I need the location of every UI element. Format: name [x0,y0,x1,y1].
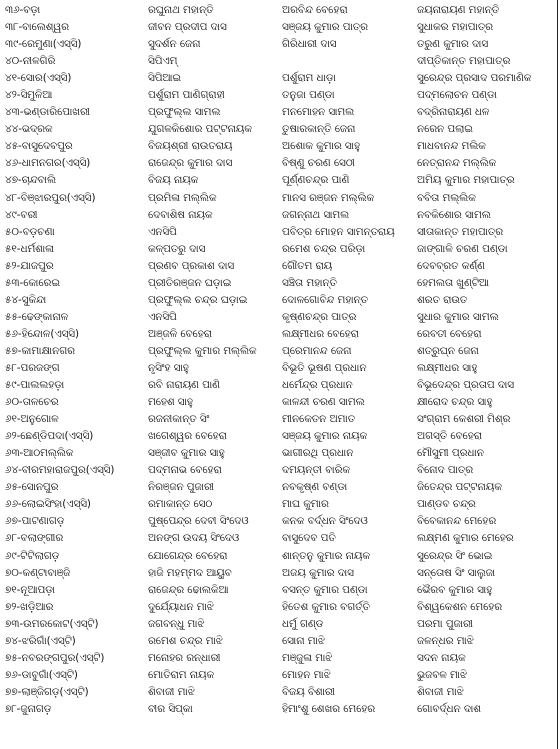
candidate-party-1-cell: ଜୀବନ ପ୍ରଦୀପ ଦାସ [148,21,227,34]
candidate-table [3,2,551,718]
candidate-party-1-cell: ବିଜୟଶ୍ରୀ ରାଉତରାୟ [148,140,233,153]
candidate-party-3-cell: ବଦ୍ରିନାରାୟଣ ଧଳ [417,106,490,119]
table-row [3,445,551,462]
candidate-party-3-cell: ଜୟନାରାୟଣ ମହାନ୍ତି [417,4,500,16]
table-row [3,616,551,633]
table-row [3,548,551,565]
candidate-party-3-cell: ଜାଙ୍ଗାଳି ଚରଣ ପଣ୍ଡା [417,242,508,255]
candidate-party-2-cell: ଅଶୋକ କୁମାର ସାହୁ [282,140,360,153]
constituency-cell: ୪୧-ସୋର(ଏସ୍‌ସି) [5,72,72,85]
constituency-cell: ୭୩-ଉମରକୋଟ(ଏସ୍‌ଟି) [5,617,99,630]
candidate-party-3-cell: ନେତ୍ରାନନ୍ଦ ମଲ୍ଲିକ [417,157,497,170]
table-row [3,479,551,496]
candidate-party-2-cell: ବିଭୂତି ଭୂଷଣ ପ୍ରଧାନ [282,361,367,374]
candidate-party-1-cell: ଏନସିପି [148,225,177,238]
candidate-party-1-cell: ରଘୁନାଥ ମହାନ୍ତି [148,4,214,16]
candidate-party-2-cell: ଅଜୟ କୁମାର ଦାସ [282,566,354,579]
candidate-party-1-cell: ପ୍ରଫୁଲ୍ଲ କୁମାର ମଲ୍ଲିକ [148,344,257,357]
candidate-party-2-cell: ଧର୍ମେନ୍ଦ୍ର ପ୍ରଧାନ [282,379,353,392]
candidate-party-1-cell: ରଜନୀକାନ୍ତ ସିଂ [148,413,210,426]
candidate-party-2-cell: ମୀନକେତନ ଅମାତ [282,413,356,426]
table-row [3,394,551,411]
table-row [3,667,551,684]
candidate-party-1-cell: ସୁଦର୍ଶନ ଜେନା [148,38,201,51]
candidate-party-3-cell: ସୁରେନ୍ଦ୍ର ସିଂ ଭୋଇ [417,549,493,562]
constituency-cell: ୫୬-ହିନ୍ଦୋଳ(ଏସ୍‌ସି) [5,327,80,340]
table-row [3,462,551,479]
candidate-party-3-cell: ଗୋବର୍ଦ୍ଧନ ଦାଶ [417,702,481,715]
constituency-cell: ୪୬-ଧାମନଗର(ଏସ୍‌ସି) [5,157,91,170]
constituency-cell: ୪୦-ନୀଳଗିରି [5,55,56,68]
constituency-cell: ୭୫-ନବରଙ୍ଗପୁର(ଏସ୍‌ଟି) [5,651,105,664]
candidate-party-1-cell: ହାଜି ମହମ୍ମଦ ଆୟୁବ [148,566,232,579]
candidate-party-1-cell: ଦୁର୍ଯ୍ୟୋଧନ ମାଝି [148,600,214,613]
candidate-party-1-cell: ପଦ୍ମନାଭ ବେହେରା [148,464,222,477]
candidate-party-3-cell: ସନ୍ତୋଷ ସିଂ ସାଲୁଜା [417,566,496,579]
table-row [3,360,551,377]
table-row [3,2,551,19]
candidate-party-3-cell: ନବକିଶୋର ସାମଲ [417,208,491,221]
candidate-table-body [3,2,551,718]
constituency-cell: ୪୪-ଭଦ୍ରକ [5,123,53,136]
candidate-party-3-cell: ପଦ୍ମଲୋଚନ ପଣ୍ଡା [417,89,497,102]
candidate-party-2-cell: ପୂର୍ଣ୍ଣଚନ୍ଦ୍ର ପାଣି [282,174,350,187]
candidate-party-2-cell: ବାସୁଦେବ ପତି [282,532,336,545]
constituency-cell: ୬୩-ଆଠମଲ୍ଲିକ [5,447,74,460]
candidate-party-2-cell: ଶାନ୍ତନୁ କୁମାର ନାୟକ [282,549,370,562]
constituency-cell: ୫୮-ପରଜଙ୍ଗ [5,361,60,374]
candidate-party-1-cell: ସଞ୍ଜୀବ କୁମାର ସାହୁ [148,447,225,460]
candidate-party-3-cell: ହେମଲତା ଖୁଣ୍ଟିଆ [417,276,489,289]
candidate-party-2-cell: କାଳନ୍ଦୀ ଚରଣ ସାମଲ [282,396,365,409]
candidate-party-1-cell: ଯୋଗେନ୍ଦ୍ର ବେହେରା [148,549,228,562]
candidate-party-2-cell: ସୋନା ମାଝି [282,634,325,647]
candidate-party-2-cell: କନକ ବର୍ଦ୍ଧନ ସିଂଦେଓ [282,515,368,528]
candidate-party-1-cell: ରମାକାନ୍ତ ସେଠ [148,498,213,511]
constituency-cell: ୫୧-ଧର୍ମଶାଳା [5,242,54,255]
table-row [3,582,551,599]
candidate-party-2-cell: ପ୍ରେମାନନ୍ଦ ଜେନା [282,344,352,357]
candidate-party-1-cell: ମନୋହର ରନ୍ଧାରୀ [148,651,221,664]
table-row [3,565,551,582]
candidate-party-1-cell: କଳ୍ପତରୁ ଦାସ [148,242,206,255]
constituency-cell: ୬୪-ବୀରମହାରାଜପୁର(ଏସ୍‌ସି) [5,464,115,477]
candidate-party-2-cell: ମନମୋହନ ସାମଲ [282,106,355,119]
constituency-cell: ୭୮-ଜୁନାଗଡ଼ [5,702,52,715]
candidate-party-3-cell: ସୁଧାକର ମହାପାତ୍ର [417,21,493,34]
candidate-party-1-cell: ପ୍ରଣବ ପ୍ରକାଶ ଦାସ [148,259,235,272]
candidate-party-2-cell: ବସନ୍ତ କୁମାର ପଣ୍ଡା [282,583,368,596]
candidate-party-1-cell: ମୋତିରାମ ନାୟକ [148,668,215,681]
candidate-party-3-cell: ଶିବାଜୀ ମାଝି [417,685,464,698]
candidate-party-2-cell: ହିତେଶ କୁମାର ବଗର୍ତ୍ତି [282,600,370,613]
constituency-cell: ୬୧-ଅନୁଗୋଳ [5,413,59,426]
constituency-cell: ୪୩-ଭଣ୍ଡାରିପୋଖରୀ [5,106,91,119]
table-row [3,207,551,224]
candidate-party-2-cell: ଦୋଳଗୋବିନ୍ଦ ମହାନ୍ତ [282,293,368,306]
candidate-party-1-cell: ଦେବାଶିଷ ନାୟକ [148,208,213,221]
candidate-party-2-cell: ସଞ୍ଜୟ କୁମାର ନାୟକ [282,430,368,443]
constituency-cell: ୪୭-ଚାନ୍ଦବାଲି [5,174,56,187]
candidate-party-1-cell: ରାଜେନ୍ଦ୍ର ଢୋଲକିଆ [148,583,229,596]
candidate-party-2-cell: ଲକ୍ଷ୍ମୀଧର ବେହେରା [282,327,359,340]
candidate-party-1-cell: ପ୍ରଫୁଲ୍ଲ ଚନ୍ଦ୍ର ଘଡ଼ାଇ [148,293,248,306]
candidate-party-1-cell: ବୀର ସିପ୍‌କା [148,702,193,715]
candidate-party-3-cell: ବିଭୂଦେନ୍ଦ୍ର ପ୍ରତାପ ଦାସ [417,379,515,392]
candidate-party-3-cell: ତରୁଣ କୁମାର ଦାସ [417,38,489,51]
candidate-party-3-cell: ରେବତୀ ବେହେରା [417,327,482,340]
table-row [3,326,551,343]
table-row [3,496,551,513]
candidate-party-2-cell: ଗିରିଧାରୀ ଦାସ [282,38,337,51]
constituency-cell: ୫୦-ବଡ଼ଚଣା [5,225,55,238]
candidate-party-3-cell: ଜିତେନ୍ଦ୍ର ପଟ୍ଟନାୟକ [417,481,502,494]
table-row [3,104,551,121]
candidate-party-3-cell: ପାଣ୍ଡବ ଚନ୍ଦ୍ର [417,498,476,511]
constituency-cell: ୬୭-ପାଟଣାଗଡ଼ [5,515,65,528]
table-row [3,190,551,207]
candidate-party-2-cell: ତୁଷାରକାନ୍ତି ଜେନା [282,123,356,136]
table-row [3,599,551,616]
candidate-party-2-cell: ଅରବିନ୍ଦ ବେହେରା [282,4,348,16]
table-row [3,70,551,87]
candidate-party-1-cell: ରାଜେନ୍ଦ୍ର କୁମାର ଦାସ [148,157,233,170]
candidate-party-1-cell: ରବି ନାରାୟଣ ପାଣି [148,379,220,392]
candidate-party-3-cell: ଅମିୟ କୁମାର ମହାପାତ୍ର [417,174,515,187]
candidate-party-1-cell: ପ୍ରଫୁଲ୍ଲ ସାମଲ [148,106,221,119]
candidate-party-3-cell: ମାଧବାନନ୍ଦ ମଲିକ [417,140,486,153]
candidate-party-3-cell: ସୀତାକାନ୍ତ ମହାପାତ୍ର [417,225,504,238]
candidate-party-2-cell: ହିମାଂଶୁ ଶେଖର ମେହେର [282,702,376,715]
candidate-party-3-cell: ମୌସୁମୀ ପ୍ରଧାନ [417,447,484,460]
table-row [3,428,551,445]
table-row [3,224,551,241]
candidate-party-3-cell: ଲକ୍ଷ୍ମଣ କୁମାର ମେହେର [417,532,514,545]
candidate-party-1-cell: ଅଞ୍ଜଳି ବେହେରା [148,327,212,340]
candidate-party-3-cell: ଦୀପ୍ତିକାନ୍ତ ମହାପାତ୍ର [417,55,511,68]
constituency-cell: ୬୫-ସୋନପୁର [5,481,59,494]
candidate-party-3-cell: ଶତ୍ରୁଘ୍ନ ଜେନା [417,344,479,357]
candidate-party-3-cell: ସଦନ ନାୟକ [417,651,466,664]
table-row [3,138,551,155]
table-row [3,87,551,104]
constituency-cell: ୬୬-ଲୋଇସିଂହା(ଏସ୍‌ସି) [5,498,91,511]
candidate-party-1-cell: ମହେଶ ସାହୁ [148,396,193,409]
candidate-party-1-cell: ସିପିଏମ୍ [148,55,178,68]
candidate-party-2-cell: କୃଷ୍ଣଚନ୍ଦ୍ର ପାତ୍ର [282,310,357,323]
candidate-party-1-cell: ଯୁଗଳକିଶୋର ପଟ୍ଟନାୟକ [148,123,252,136]
table-row [3,701,551,718]
candidate-party-3-cell: ବବିତା ମଲ୍ଲିକ [417,191,476,204]
candidate-party-1-cell: ନିରଞ୍ଜନ ପୁଜାରୀ [148,481,215,494]
table-row [3,121,551,138]
constituency-cell: ୭୭-ଲାଞ୍ଜିଗଡ଼(ଏସ୍‌ଟି) [5,685,89,698]
candidate-party-1-cell: ସିପିଆଇ [148,72,181,85]
candidate-party-3-cell: ସୁରେନ୍ଦ୍ର ପ୍ରସାଦ ପରମାଣିକ [417,72,532,85]
candidate-party-2-cell: ମଞ୍ଜୁଳା ମାଝି [282,651,333,664]
candidate-party-2-cell [280,53,415,70]
candidate-party-1-cell: ରମେଶ ଚନ୍ଦ୍ର ମାଝି [148,634,223,647]
candidate-party-3-cell: ନରେନ ପଲାଇ [417,123,473,136]
candidate-party-2-cell: ବିଜୟ ବିଶାରୀ [282,685,335,698]
table-row [3,19,551,36]
table-row [3,684,551,701]
candidate-party-2-cell: ନବକୃଷ୍ଣ ବଣ୍ଡା [282,481,348,494]
candidate-party-1-cell: ଜଗବନ୍ଧୁ ମାଝି [148,617,205,630]
candidate-party-3-cell: ଭୁଜବଳ ମାଝି [417,668,467,681]
constituency-cell: ୪୮-ବିଞ୍ଝାରପୁର(ଏସ୍‌ସି) [5,191,96,204]
candidate-party-3-cell: ବିନୋଦ ପାତ୍ର [417,464,474,477]
constituency-cell: ୬୦-ତାଳଚେର [5,396,59,409]
candidate-party-1-cell: ପ୍ରୀତିରଞ୍ଜନ ଘଡ଼ାଇ [148,276,232,289]
candidate-party-1-cell: ପ୍ରମିଳା ମଲ୍ଲିକ [148,191,217,204]
constituency-cell: ୭୨-ଖଡ଼ିଆର [5,600,54,613]
table-row [3,292,551,309]
candidate-party-2-cell: ତନୁଜା ପଣ୍ଡା [282,89,335,102]
constituency-cell: ୭୬-ଡାବୁଗାଁ(ଏସ୍‌ଟି) [5,668,78,681]
candidate-party-2-cell: ପବିତ୍ର ମୋହନ ସାମନ୍ତରାୟ [282,225,395,238]
constituency-cell: ୫୭-କାମାକ୍ଷାନଗର [5,344,75,357]
constituency-cell: ୩୮-ବାଲେଶ୍ୱର [5,21,69,34]
candidate-party-1-cell: ପର୍ଶୁରାମ ପାଣିଗ୍ରାହୀ [148,89,225,102]
constituency-cell: ୬୮-ବଲାଙ୍ଗୀର [5,532,64,545]
constituency-cell: ୫୪-ସୁକିନ୍ଦା [5,293,47,306]
table-row [3,633,551,650]
candidate-party-2-cell: ବିଷ୍ଣୁ ଚରଣ ସେଠୀ [282,157,355,170]
table-row [3,513,551,530]
constituency-cell: ୬୨-ଛେଣ୍ଡିପଦା(ଏସ୍‌ସି) [5,430,94,443]
constituency-cell: ୫୨-ଯାଜପୁର [5,259,54,272]
candidate-party-1-cell: ଅନଙ୍ଗ ଉଦୟ ସିଂଦେଓ [148,532,240,545]
table-row [3,36,551,53]
candidate-party-3-cell: ଜଳନ୍ଧର ମାଝି [417,634,474,647]
candidate-party-2-cell: ପର୍ଶୁରାମ ଧାଡ଼ା [282,72,336,85]
candidate-party-3-cell: ଦେବବ୍ରତ କର୍ଣ୍ଣ [417,259,485,272]
constituency-cell: ୪୫-ବାସୁଦେବପୁର [5,140,73,153]
candidate-party-2-cell: ମାନସ ରଞ୍ଜନ ମଲ୍ଲିକ [282,191,375,204]
table-row [3,343,551,360]
candidate-party-2-cell: ମୋହନ ମାଝି [282,668,331,681]
table-row [3,258,551,275]
constituency-cell: ୩୬-ବଡ଼ା [5,4,41,16]
table-row [3,155,551,172]
candidate-party-2-cell: ଭାଗୀରଥି ପ୍ରଧାନ [282,447,354,460]
candidate-party-1-cell: ଖଗେଶ୍ୱର ବେହେରା [148,430,227,443]
candidate-party-2-cell: ସଞ୍ଜୟ କୁମାର ପାତ୍ର [282,21,368,34]
candidate-party-3-cell: ସୁଧାର କୁମାର ସାମଲ [417,310,499,323]
table-row [3,53,551,70]
table-row [3,650,551,667]
candidate-party-2-cell: ଗୌତମ ରାୟ [282,259,333,272]
constituency-cell: ୪୯-ବରୀ [5,208,38,221]
table-row [3,411,551,428]
candidate-party-3-cell: ଭୈରବ କୁମାର ସାହୁ [417,583,493,596]
candidate-party-1-cell: ବିଜୟ ନାୟକ [148,174,199,187]
candidate-party-2-cell: ଦମୟନ୍ତୀ ବାରିକ [282,464,351,477]
candidate-party-2-cell: ମାଘ କୁମାର [282,498,329,511]
candidate-party-1-cell: ନୃସିଂହ ସାହୁ [148,361,189,374]
candidate-party-3-cell: ଲକ୍ଷ୍ମୀଧର ସାହୁ [417,361,478,374]
candidate-party-2-cell: ଜଗନ୍ନାଥ ସାମଲ [282,208,350,221]
table-row [3,241,551,258]
constituency-cell: ୬୯-ଟିଟିଲାଗଡ଼ [5,549,60,562]
constituency-cell: ୫୩-କୋରେଇ [5,276,60,289]
candidate-party-2-cell: ରମେଶ ଚନ୍ଦ୍ର ପରିଡ଼ା [282,242,366,255]
table-row [3,530,551,547]
candidate-party-3-cell: ଶରତ ରାଉତ [417,293,468,306]
table-row [3,275,551,292]
table-row [3,309,551,326]
candidate-party-1-cell: ପୁଷ୍ପେନ୍ଦ୍ର ଦେବୀ ସିଂଦେଓ [148,515,249,528]
constituency-cell: ୭୪-ଝରିଗାଁ(ଏସ୍‌ଟି) [5,634,76,647]
candidate-party-1-cell: ଶିବାଜୀ ମାଝି [148,685,195,698]
candidate-party-3-cell: ବିଶ୍ୱକେଶନ ମେହେର [417,600,503,613]
candidate-party-3-cell: ଅଗସ୍ତି ବେହେରା [417,430,482,443]
right-border-line [557,0,559,749]
constituency-cell: ୪୨-ସିମୁଳିଆ [5,89,53,102]
constituency-cell: ୭୧-ନୂଆପଡ଼ା [5,583,56,596]
constituency-cell: ୫୯-ପାଲଲହଡ଼ା [5,379,65,392]
candidate-party-2-cell: ସଞ୍ଚିତା ମହାନ୍ତି [282,276,337,289]
candidate-party-2-cell: ଧର୍ମୁ ଗଣ୍ଡ [282,617,324,630]
table-row [3,377,551,394]
constituency-cell: ୩୯-ରେମୁଣା(ଏସ୍‌ସି) [5,38,82,51]
candidate-party-3-cell: ପରମା ପୁଜାରୀ [417,617,474,630]
candidate-party-3-cell: ସଂଗ୍ରାମ କେଶରୀ ମିଶ୍ର [417,413,511,426]
constituency-cell: ୫୫-ଢେଙ୍କାନାଳ [5,310,69,323]
constituency-cell: ୭୦-କଣ୍ଟାବାଞ୍ଜି [5,566,71,579]
candidate-party-3-cell: ବିବେକାନନ୍ଦ ମେହେର [417,515,497,528]
candidate-party-3-cell: କ୍ଷୀରୋଦ ଚନ୍ଦ୍ର ସାହୁ [417,396,493,409]
candidate-party-1-cell: ଏନସିପି [148,310,177,323]
table-row [3,172,551,189]
